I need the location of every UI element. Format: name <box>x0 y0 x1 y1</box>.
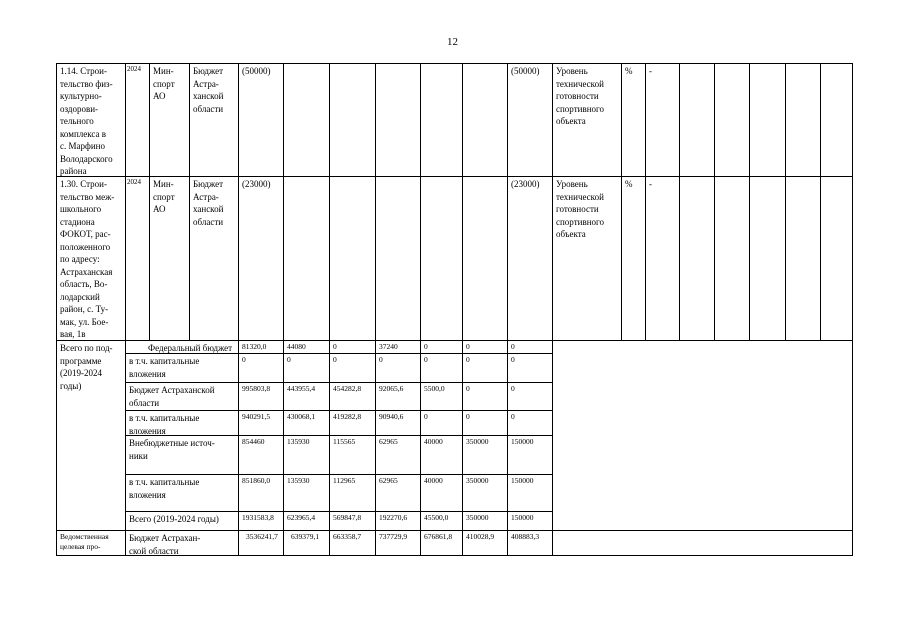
row1-executor: Мин- спорт АО <box>149 63 190 177</box>
last-cell: 410028,9 <box>462 530 508 556</box>
summary-cell: 90940,6 <box>375 410 421 436</box>
summary-cell: 135930 <box>283 474 330 512</box>
last-empty-right <box>552 530 853 556</box>
summary-cell: 623965,4 <box>283 511 330 531</box>
summary-cell: 150000 <box>507 474 553 512</box>
summary-cell: 135930 <box>283 435 330 475</box>
summary-cell: 419282,8 <box>329 410 376 436</box>
summary-cell: 0 <box>507 382 553 411</box>
summary-cell: 0 <box>329 340 376 354</box>
row1-col2021 <box>375 63 421 177</box>
row2-col2019 <box>283 176 330 341</box>
summary-cell: 40000 <box>420 435 463 475</box>
row2-unit: % <box>621 176 646 341</box>
summary-cell: 0 <box>420 340 463 354</box>
row1-col2024: (50000) <box>507 63 553 177</box>
row1-year: 2024 <box>125 63 150 177</box>
summary-cell: 92065,6 <box>375 382 421 411</box>
row1-ind2021 <box>749 63 786 177</box>
row2-ind2021 <box>749 176 786 341</box>
summary-cell: 192270,6 <box>375 511 421 531</box>
summary-row-label: в т.ч. капитальные вложения <box>125 474 239 512</box>
row1-col2019 <box>283 63 330 177</box>
row2-col2022 <box>420 176 463 341</box>
summary-empty-right <box>552 340 853 531</box>
summary-label: Всего по под- программе (2019-2024 годы) <box>56 340 126 531</box>
summary-cell: 81320,0 <box>238 340 284 354</box>
row1-total: (50000) <box>238 63 284 177</box>
summary-cell: 0 <box>375 353 421 383</box>
row2-base: - <box>645 176 680 341</box>
last-cell: 3536241,7 <box>238 530 284 556</box>
summary-cell: 569847,8 <box>329 511 376 531</box>
summary-cell: 0 <box>283 353 330 383</box>
page-number: 12 <box>447 36 458 48</box>
summary-cell: 0 <box>329 353 376 383</box>
summary-cell: 350000 <box>462 511 508 531</box>
last-cell: 676861,8 <box>420 530 463 556</box>
summary-cell: 430068,1 <box>283 410 330 436</box>
summary-cell: 1931583,8 <box>238 511 284 531</box>
summary-cell: 0 <box>462 340 508 354</box>
summary-cell: 0 <box>462 353 508 383</box>
last-cell: 663358,7 <box>329 530 376 556</box>
summary-cell: 62965 <box>375 474 421 512</box>
row1-base: - <box>645 63 680 177</box>
last-cell: 737729,9 <box>375 530 421 556</box>
row2-col2024: (23000) <box>507 176 553 341</box>
summary-cell: 0 <box>420 410 463 436</box>
summary-cell: 44080 <box>283 340 330 354</box>
row2-ind2020 <box>714 176 750 341</box>
row2-name: 1.30. Строи- тельство меж- школьного стадиона ФОКОТ, рас- положенного по адресу: Астраханская область, Во- лодарский район, с. Ту- мак, ул. Бое- вая, 1в <box>56 176 126 341</box>
summary-row-label: в т.ч. капитальные вложения <box>125 353 239 383</box>
summary-row-label: Федеральный бюджет <box>125 340 239 354</box>
summary-cell: 0 <box>462 382 508 411</box>
summary-cell: 854460 <box>238 435 284 475</box>
summary-cell: 0 <box>507 353 553 383</box>
summary-row-label: в т.ч. капитальные вложения <box>125 410 239 436</box>
summary-row-label: Всего (2019-2024 годы) <box>125 511 239 531</box>
summary-cell: 350000 <box>462 474 508 512</box>
summary-cell: 5500,0 <box>420 382 463 411</box>
row2-ind2023 <box>820 176 853 341</box>
summary-cell: 150000 <box>507 511 553 531</box>
summary-row-label: Внебюджетные источ- ники <box>125 435 239 475</box>
summary-row-label: Бюджет Астраханской области <box>125 382 239 411</box>
summary-cell: 940291,5 <box>238 410 284 436</box>
row2-source: Бюджет Астра- ханской области <box>189 176 239 341</box>
summary-cell: 62965 <box>375 435 421 475</box>
summary-cell: 350000 <box>462 435 508 475</box>
summary-cell: 0 <box>462 410 508 436</box>
row1-ind2023 <box>820 63 853 177</box>
row1-col2020 <box>329 63 376 177</box>
row2-col2020 <box>329 176 376 341</box>
row1-ind2020 <box>714 63 750 177</box>
row1-col2022 <box>420 63 463 177</box>
summary-cell: 37240 <box>375 340 421 354</box>
row2-col2023 <box>462 176 508 341</box>
row2-indicator: Уровень технической готовности спортивного объекта <box>552 176 622 341</box>
summary-cell: 40000 <box>420 474 463 512</box>
summary-cell: 112965 <box>329 474 376 512</box>
summary-cell: 454282,8 <box>329 382 376 411</box>
summary-cell: 443955,4 <box>283 382 330 411</box>
row1-name: 1.14. Строи- тельство физ- культурно- оздорови- тельного комплекса в с. Марфино Володарского района <box>56 63 126 177</box>
summary-cell: 995803,8 <box>238 382 284 411</box>
summary-cell: 45500,0 <box>420 511 463 531</box>
row2-year: 2024 <box>125 176 150 341</box>
row2-ind2019 <box>679 176 715 341</box>
last-label: Ведомственная целевая про- <box>56 530 126 556</box>
summary-cell: 851860,0 <box>238 474 284 512</box>
summary-cell: 0 <box>507 340 553 354</box>
row1-source: Бюджет Астра- ханской области <box>189 63 239 177</box>
summary-cell: 0 <box>238 353 284 383</box>
summary-cell: 0 <box>507 410 553 436</box>
row1-col2023 <box>462 63 508 177</box>
row2-executor: Мин- спорт АО <box>149 176 190 341</box>
row2-total: (23000) <box>238 176 284 341</box>
row1-unit: % <box>621 63 646 177</box>
row2-ind2022 <box>785 176 821 341</box>
summary-cell: 150000 <box>507 435 553 475</box>
row1-indicator: Уровень технической готовности спортивного объекта <box>552 63 622 177</box>
summary-cell: 0 <box>420 353 463 383</box>
last-cell: 408883,3 <box>507 530 553 556</box>
row1-ind2019 <box>679 63 715 177</box>
last-cell: 639379,1 <box>283 530 330 556</box>
last-sub: Бюджет Астрахан- ской области <box>125 530 239 556</box>
row2-col2021 <box>375 176 421 341</box>
row1-ind2022 <box>785 63 821 177</box>
summary-cell: 115565 <box>329 435 376 475</box>
